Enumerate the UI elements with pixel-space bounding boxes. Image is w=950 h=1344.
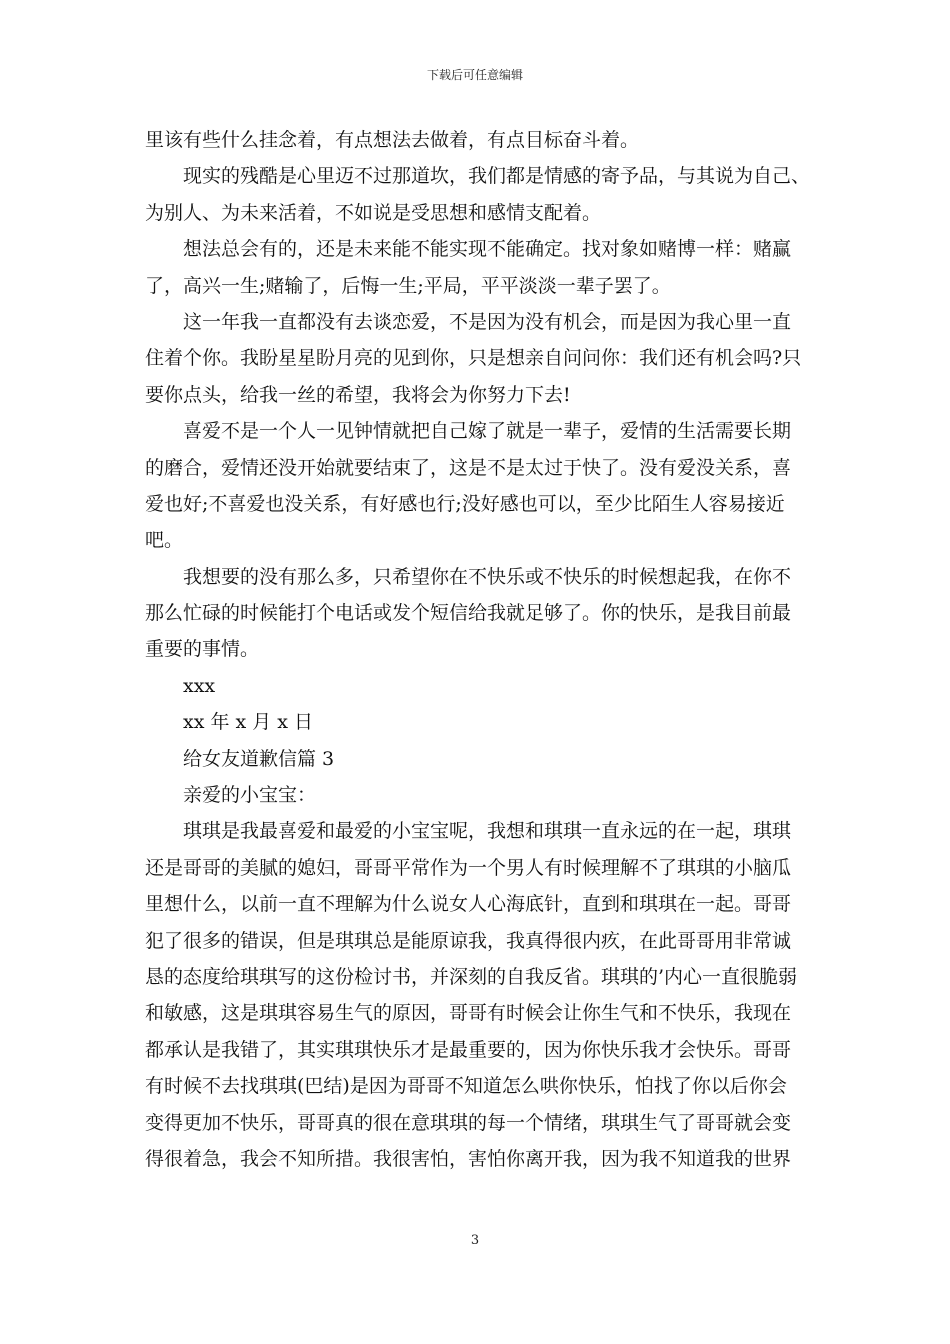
salutation: 亲爱的小宝宝：: [183, 784, 317, 807]
text-line: 得很着急，我会不知所措。我很害怕，害怕你离开我，因为我不知道我的世界: [145, 1147, 792, 1170]
text-line: 我想要的没有那么多，只希望你在不快乐或不快乐的时候想起我，在你不: [183, 565, 792, 588]
text-line: 要你点头，给我一丝的希望，我将会为你努力下去!: [145, 383, 571, 406]
text-line: 想法总会有的，还是未来能不能实现不能确定。找对象如赌博一样：赌赢: [183, 238, 792, 261]
text-line: 里想什么，以前一直不理解为什么说女人心海底针，直到和琪琪在一起。哥哥: [145, 893, 792, 916]
text-line: 那么忙碌的时候能打个电话或发个短信给我就足够了。你的快乐，是我目前最: [145, 602, 792, 625]
text-line: 和敏感，这是琪琪容易生气的原因，哥哥有时候会让你生气和不快乐，我现在: [145, 1002, 792, 1025]
text-line: 有时候不去找琪琪(巴结)是因为哥哥不知道怎么哄你快乐，怕找了你以后你会: [145, 1075, 787, 1098]
text-line: 为别人、为未来活着，不如说是受思想和感情支配着。: [145, 201, 602, 224]
text-line: 都承认是我错了，其实琪琪快乐才是最重要的，因为你快乐我才会快乐。哥哥: [145, 1038, 792, 1061]
text-line: 琪琪是我最喜爱和最爱的小宝宝呢，我想和琪琪一直永远的在一起，琪琪: [183, 820, 792, 843]
text-line: 住着个你。我盼星星盼月亮的见到你，只是想亲自问问你：我们还有机会吗?只: [145, 347, 802, 370]
section-title: 给女友道歉信篇 3: [183, 747, 335, 770]
text-line: 爱也好;不喜爱也没关系，有好感也行;没好感也可以，至少比陌生人容易接近: [145, 492, 785, 515]
text-line: 犯了很多的错误，但是琪琪总是能原谅我，我真得很内疚，在此哥哥用非常诚: [145, 929, 792, 952]
signature-date: xx 年 x 月 x 日: [183, 711, 314, 734]
text-line: 恳的态度给琪琪写的这份检讨书，并深刻的自我反省。琪琪的’内心一直很脆弱: [145, 965, 798, 988]
text-line: 现实的残酷是心里迈不过那道坎，我们都是情感的寄予品，与其说为自己、: [183, 165, 811, 188]
text-line: 里该有些什么挂念着，有点想法去做着，有点目标奋斗着。: [145, 129, 640, 151]
text-line: 了，高兴一生;赌输了，后悔一生;平局，平平淡淡一辈子罢了。: [145, 274, 671, 297]
text-line: 的磨合，爱情还没开始就要结束了，这是不是太过于快了。没有爱没关系，喜: [145, 456, 792, 479]
text-line: 这一年我一直都没有去谈恋爱，不是因为没有机会，而是因为我心里一直: [183, 310, 792, 333]
text-line: 喜爱不是一个人一见钟情就把自己嫁了就是一辈子，爱情的生活需要长期: [183, 420, 792, 443]
text-line: 吧。: [145, 529, 184, 552]
page-header: 下载后可任意编辑: [426, 68, 523, 82]
body-text: [145, 122, 815, 1177]
text-line: 重要的事情。: [145, 638, 260, 661]
text-line: 变得更加不快乐，哥哥真的很在意琪琪的每一个情绪，琪琪生气了哥哥就会变: [145, 1111, 792, 1134]
text-line: 还是哥哥的美腻的媳妇，哥哥平常作为一个男人有时候理解不了琪琪的小脑瓜: [145, 856, 792, 879]
page-number: 3: [470, 1233, 480, 1248]
signature-name: xxx: [183, 674, 216, 697]
